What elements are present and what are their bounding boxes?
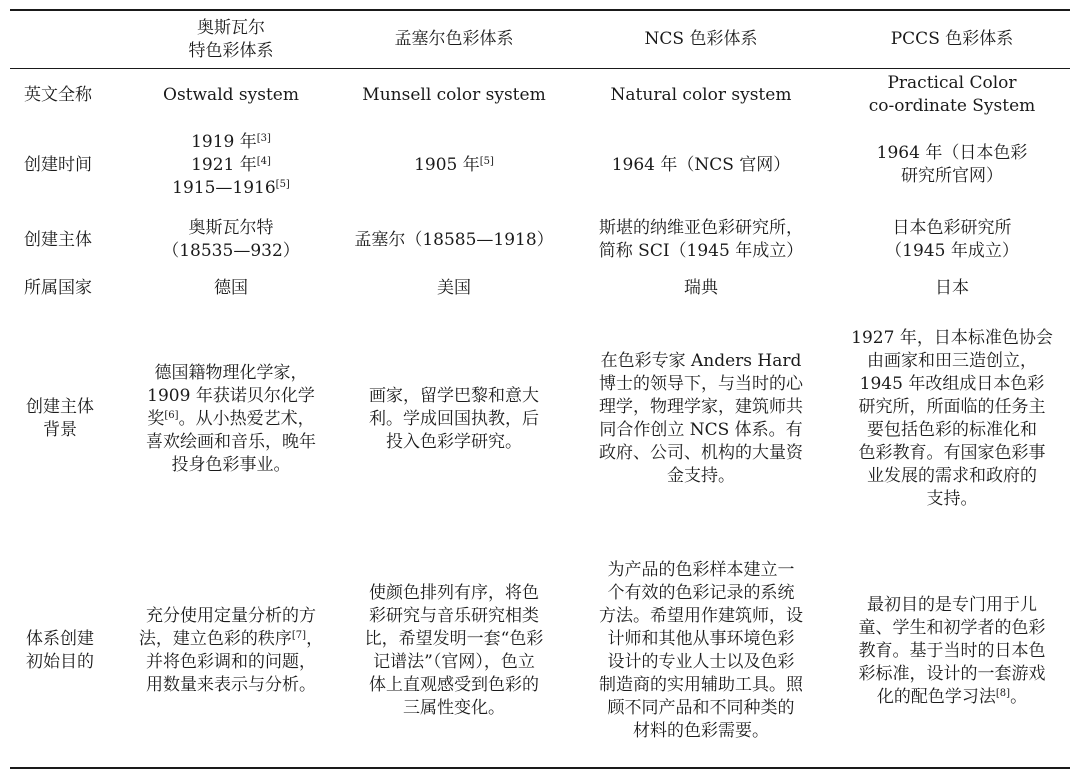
ncs-founder-background: 在色彩专家 Anders Hard 博士的领导下，与当时的心 理学，物理学家，建筑师共 同合作创立 NCS 体系。有 政府、公司、机构的大量资 金支持。 (599, 351, 803, 486)
ostwald-founder-background: 德国籍物理化学家， 1909 年获诺贝尔化学 奖[6]。从小热爱艺术， 喜欢绘画和音乐，晚年 投身色彩事业。 (146, 362, 316, 475)
munsell-founder: 孟塞尔（18585—1918） (354, 229, 554, 250)
ostwald-year-3: 1915—1916[5] (172, 177, 290, 198)
header-ncs-text: NCS 色彩体系 (644, 29, 758, 49)
ncs-english-name: Natural color system (610, 84, 792, 105)
ncs-original-purpose: 为产品的色彩样本建立一 个有效的色彩记录的系统 方法。希望用作建筑师，设 计师和其他从事环境色彩 设计的专业人士以及色彩 制造商的实用辅助工具。照 顾不同产品和不同种类的 材料的色彩需要。 (599, 560, 803, 741)
row-label-country: 所属国家 (24, 277, 92, 298)
pccs-founder-background: 1927 年，日本标准色协会 由画家和田三造创立， 1945 年改组成日本色彩 研究所，所面临的任务主 要包括色彩的标准化和 色彩教育。有国家色彩事 业发展的需求和政府的 支持。 (851, 328, 1053, 509)
pccs-country: 日本 (935, 277, 969, 298)
header-pccs-text: PCCS 色彩体系 (890, 29, 1014, 49)
ostwald-country: 德国 (214, 277, 248, 298)
header-pccs (834, 11, 1070, 68)
row-label-creation-time: 创建时间 (24, 154, 92, 175)
ncs-country: 瑞典 (684, 277, 718, 298)
ostwald-year-1: 1919 年[3] (191, 131, 271, 152)
pccs-creation-time: 1964 年（日本色彩 研究所官网） (876, 143, 1028, 186)
munsell-original-purpose: 使颜色排列有序，将色 彩研究与音乐研究相类 比，希望发明一套“色彩 记谱法”（官网），色立 体上直观感受到色彩的 三属性变化。 (364, 583, 544, 718)
pccs-founder: 日本色彩研究所 （1945 年成立） (885, 218, 1019, 261)
header-munsell (340, 11, 568, 68)
ostwald-creation-time (122, 127, 340, 203)
pccs-original-purpose: 最初目的是专门用于儿 童、学生和初学者的色彩 教育。基于当时的日本色 彩标准，设计的一套游戏 化的配色学习法[8]。 (858, 594, 1046, 707)
header-munsell-text: 孟塞尔色彩体系 (394, 29, 514, 49)
header-ostwald (122, 11, 340, 68)
pccs-english-name: Practical Color co-ordinate System (868, 73, 1036, 116)
ostwald-original-purpose: 充分使用定量分析的方 法，建立色彩的秩序[7]， 并将色彩调和的问题， 用数量来表示与分析。 (138, 606, 324, 695)
ostwald-english-name: Ostwald system (163, 84, 299, 105)
header-bottom-rule (10, 68, 1070, 69)
row-label-founder: 创建主体 (24, 229, 92, 250)
munsell-creation-time: 1905 年[5] (414, 154, 494, 175)
munsell-founder-background: 画家，留学巴黎和意大 利。学成回国执教，后 投入色彩学研究。 (369, 385, 539, 452)
ncs-creation-time: 1964 年（NCS 官网） (611, 154, 791, 175)
row-label-founder-background: 创建主体 背景 (26, 397, 94, 440)
ncs-founder: 斯堪的纳维亚色彩研究所， 简称 SCI（1945 年成立） (598, 218, 804, 261)
header-ostwald-text: 奥斯瓦尔 特色彩体系 (188, 17, 274, 61)
ostwald-year-2: 1921 年[4] (191, 154, 271, 175)
munsell-english-name: Munsell color system (362, 84, 546, 105)
header-ncs (568, 11, 834, 68)
ostwald-founder: 奥斯瓦尔特 （18535—932） (162, 218, 300, 261)
header-col-label (10, 11, 122, 68)
table-bottom-rule (10, 767, 1070, 769)
row-label-english-name: 英文全称 (24, 84, 92, 105)
munsell-country: 美国 (437, 277, 471, 298)
row-label-original-purpose: 体系创建 初始目的 (26, 629, 94, 672)
